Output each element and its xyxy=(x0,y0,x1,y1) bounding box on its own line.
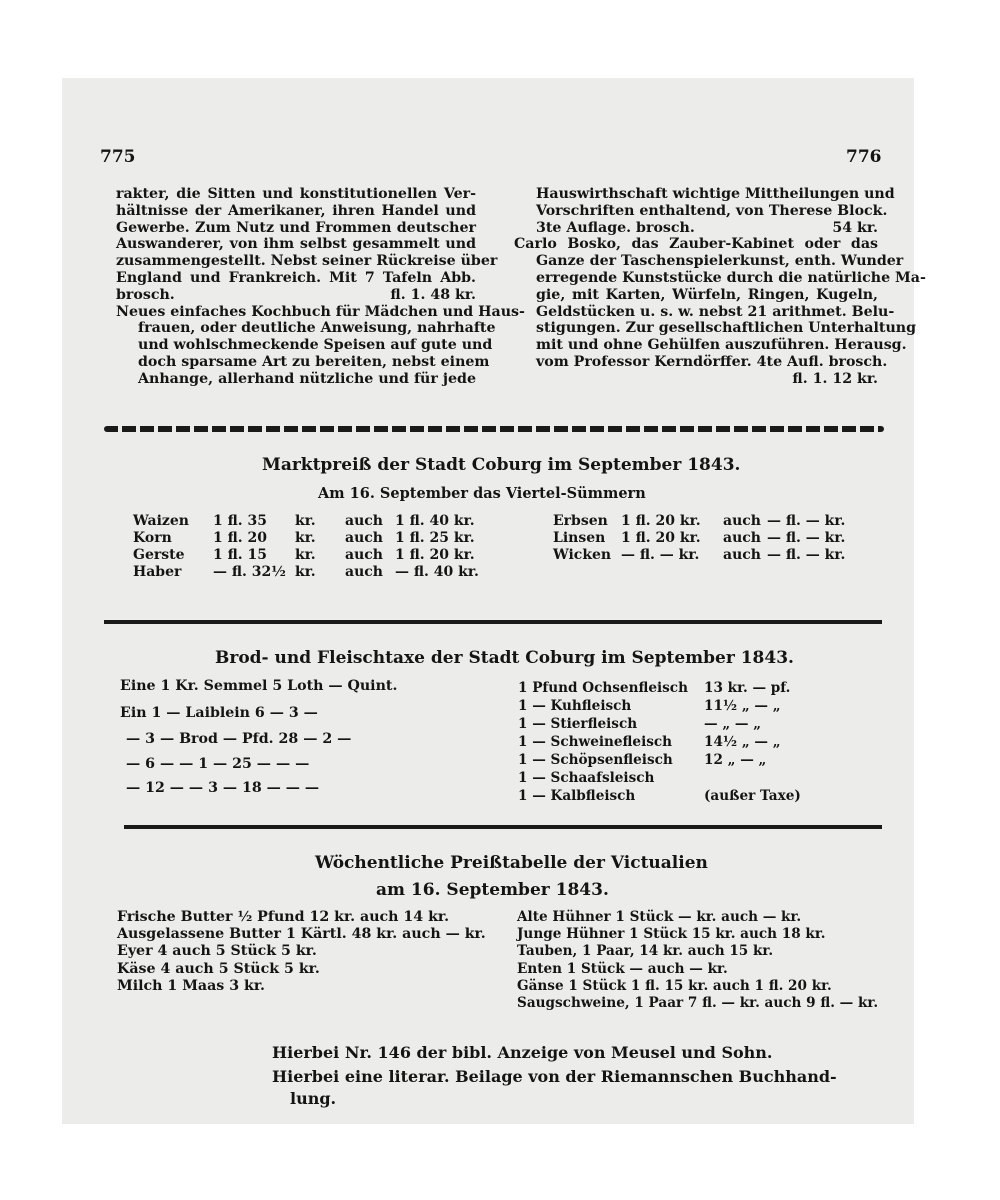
text-line: erregende Kunststücke durch die natürliche Ma- xyxy=(536,269,926,286)
price-low: 1 fl. 20 xyxy=(213,530,268,546)
auch: auch xyxy=(723,530,761,546)
text-line: vom Professor Kerndörffer. 4te Aufl. brosch. xyxy=(536,353,888,370)
table-row xyxy=(518,769,818,787)
meat-price: (außer Taxe) xyxy=(704,788,801,804)
bread-row: — 6 — — 1 — 25 — — — xyxy=(126,756,310,772)
list-item: Eyer 4 auch 5 Stück 5 kr. xyxy=(117,943,317,960)
market-legume-table xyxy=(553,513,873,564)
table-row xyxy=(518,679,818,697)
legume-name: Wicken xyxy=(553,547,612,563)
text-line: Geldstücken u. s. w. nebst 21 arithmet. Belu- xyxy=(536,303,895,320)
table-row xyxy=(553,513,873,530)
notice-line: Hierbei Nr. 146 der bibl. Anzeige von Meusel und Sohn. xyxy=(272,1043,773,1062)
market-grain-table xyxy=(133,513,493,581)
list-item: Saugschweine, 1 Paar 7 fl. — kr. auch 9 fl. — kr. xyxy=(517,995,879,1012)
bread-row: Eine 1 Kr. Semmel 5 Loth — Quint. xyxy=(120,678,398,694)
wavy-divider xyxy=(104,426,884,432)
price: fl. 1. 48 kr. xyxy=(390,286,476,303)
price: fl. 1. 12 kr. xyxy=(792,370,878,387)
weekly-right-list xyxy=(517,909,882,1012)
text-line: Carlo Bosko, das Zauber-Kabinet oder das xyxy=(514,236,878,253)
text-line: Vorschriften enthaltend, von Therese Block. xyxy=(536,202,888,219)
unit: kr. xyxy=(295,530,316,546)
price-low: — fl. 32½ xyxy=(213,564,286,580)
list-item: Milch 1 Maas 3 kr. xyxy=(117,977,265,994)
text-line: rakter, die Sitten und konstitutionellen Ver- xyxy=(116,186,476,202)
meat-name: 1 — Schweinefleisch xyxy=(518,734,673,750)
price-high: — fl. — kr. xyxy=(767,547,846,563)
meat-name: 1 Pfund Ochsenfleisch xyxy=(518,680,688,696)
auch: auch xyxy=(345,564,383,580)
market-title: Marktpreiß der Stadt Coburg im September 1843. xyxy=(262,455,741,475)
auch: auch xyxy=(345,547,383,563)
price-high: 1 fl. 20 kr. xyxy=(395,547,475,563)
page-number-left: 775 xyxy=(100,147,136,167)
grain-name: Waizen xyxy=(133,513,189,529)
top-right-column xyxy=(514,186,926,388)
auch: auch xyxy=(723,547,761,563)
text-line: zusammengestellt. Nebst seiner Rückreise über xyxy=(116,253,498,270)
price-high: — fl. 40 kr. xyxy=(395,564,479,580)
unit: kr. xyxy=(295,564,316,580)
text-line: gie, mit Karten, Würfeln, Ringen, Kugeln, xyxy=(536,286,878,303)
price-low: 1 fl. 35 xyxy=(213,513,268,529)
table-row xyxy=(553,530,873,547)
meat-name: 1 — Stierfleisch xyxy=(518,716,638,732)
meat-price: 12 „ — „ xyxy=(704,752,767,768)
auch: auch xyxy=(723,513,761,529)
legume-name: Erbsen xyxy=(553,513,608,529)
meat-table xyxy=(518,679,818,805)
auch: auch xyxy=(345,530,383,546)
text-line: Anhange, allerhand nützliche und für jede xyxy=(138,370,476,387)
list-item: Tauben, 1 Paar, 14 kr. auch 15 kr. xyxy=(517,943,774,960)
section-rule xyxy=(104,620,882,624)
meat-name: 1 — Schöpsenfleisch xyxy=(518,752,673,768)
text-line: und wohlschmeckende Speisen auf gute und xyxy=(138,337,493,354)
text-line: stigungen. Zur gesellschaftlichen Unterhaltung xyxy=(536,320,916,337)
weekly-date: am 16. September 1843. xyxy=(376,880,609,900)
price-low: 1 fl. 20 kr. xyxy=(621,513,701,529)
notice-line: lung. xyxy=(290,1089,337,1108)
grain-name: Korn xyxy=(133,530,172,546)
price-high: — fl. — kr. xyxy=(767,513,846,529)
legume-name: Linsen xyxy=(553,530,606,546)
text-line: doch sparsame Art zu bereiten, nebst einem xyxy=(138,353,490,370)
meat-name: 1 — Kuhfleisch xyxy=(518,698,632,714)
list-item: Junge Hühner 1 Stück 15 kr. auch 18 kr. xyxy=(517,926,826,943)
table-row xyxy=(133,530,493,547)
page-number-right: 776 xyxy=(846,147,882,167)
text-line: Auswanderer, von ihm selbst gesammelt und xyxy=(116,236,476,253)
meat-price: — „ — „ xyxy=(704,716,762,732)
grain-name: Gerste xyxy=(133,547,185,563)
bread-row: Ein 1 — Laiblein 6 — 3 — xyxy=(120,705,318,721)
market-subtitle: Am 16. September das Viertel-Sümmern xyxy=(318,485,646,502)
text-line: hältnisse der Amerikaner, ihren Handel und xyxy=(116,202,476,219)
meat-name: 1 — Kalbfleisch xyxy=(518,788,636,804)
table-row xyxy=(518,715,818,733)
text-line: Hauswirthschaft wichtige Mittheilungen und xyxy=(536,186,895,202)
table-row xyxy=(518,787,818,805)
price-low: — fl. — kr. xyxy=(621,547,700,563)
meat-price: 14½ „ — „ xyxy=(704,734,781,750)
table-row xyxy=(518,751,818,769)
top-left-column xyxy=(116,186,525,388)
auch: auch xyxy=(345,513,383,529)
price-high: 1 fl. 40 kr. xyxy=(395,513,475,529)
meat-price: 13 kr. — pf. xyxy=(704,680,791,696)
price: 54 kr. xyxy=(832,219,878,236)
weekly-left-list xyxy=(117,909,487,995)
price-low: 1 fl. 20 kr. xyxy=(621,530,701,546)
list-item: Gänse 1 Stück 1 fl. 15 kr. auch 1 fl. 20 kr. xyxy=(517,977,832,994)
text-line: frauen, oder deutliche Anweisung, nahrhafte xyxy=(138,320,496,337)
table-row xyxy=(133,547,493,564)
list-item: Ausgelassene Butter 1 Kärtl. 48 kr. auch — kr. xyxy=(117,926,486,943)
text-line: Ganze der Taschenspielerkunst, enth. Wunder xyxy=(536,253,904,270)
price-high: — fl. — kr. xyxy=(767,530,846,546)
text-line xyxy=(116,287,476,304)
bread-row: — 12 — — 3 — 18 — — — xyxy=(126,780,320,796)
table-row xyxy=(518,733,818,751)
text-line: England und Frankreich. Mit 7 Tafeln Abb. xyxy=(116,269,476,286)
table-row xyxy=(133,564,493,581)
unit: kr. xyxy=(295,547,316,563)
price-low: 1 fl. 15 xyxy=(213,547,268,563)
list-item: Alte Hühner 1 Stück — kr. auch — kr. xyxy=(517,909,802,925)
meat-price: 11½ „ — „ xyxy=(704,698,781,714)
text-line: mit und ohne Gehülfen auszuführen. Herausg. xyxy=(536,337,907,354)
table-row xyxy=(518,697,818,715)
text-line: brosch. xyxy=(116,286,175,303)
text-line xyxy=(514,220,878,237)
list-item: Käse 4 auch 5 Stück 5 kr. xyxy=(117,960,320,977)
unit: kr. xyxy=(295,513,316,529)
text-line: Gewerbe. Zum Nutz und Frommen deutscher xyxy=(116,219,476,236)
list-item: Enten 1 Stück — auch — kr. xyxy=(517,960,728,977)
bread-row: — 3 — Brod — Pfd. 28 — 2 — xyxy=(126,731,352,747)
price-high: 1 fl. 25 kr. xyxy=(395,530,475,546)
list-item: Frische Butter ½ Pfund 12 kr. auch 14 kr. xyxy=(117,909,450,925)
meat-name: 1 — Schaafsleisch xyxy=(518,770,655,786)
grain-name: Haber xyxy=(133,564,182,580)
notice-line: Hierbei eine literar. Beilage von der Riemannschen Buchhand- xyxy=(272,1067,837,1086)
bread-title: Brod- und Fleischtaxe der Stadt Coburg im September 1843. xyxy=(215,648,794,668)
table-row xyxy=(133,513,493,530)
weekly-title: Wöchentliche Preißtabelle der Victualien xyxy=(315,853,708,873)
text-line: 3te Auflage. brosch. xyxy=(536,219,695,236)
text-line: Neues einfaches Kochbuch für Mädchen und Haus- xyxy=(116,303,525,320)
table-row xyxy=(553,547,873,564)
section-rule xyxy=(124,825,882,829)
